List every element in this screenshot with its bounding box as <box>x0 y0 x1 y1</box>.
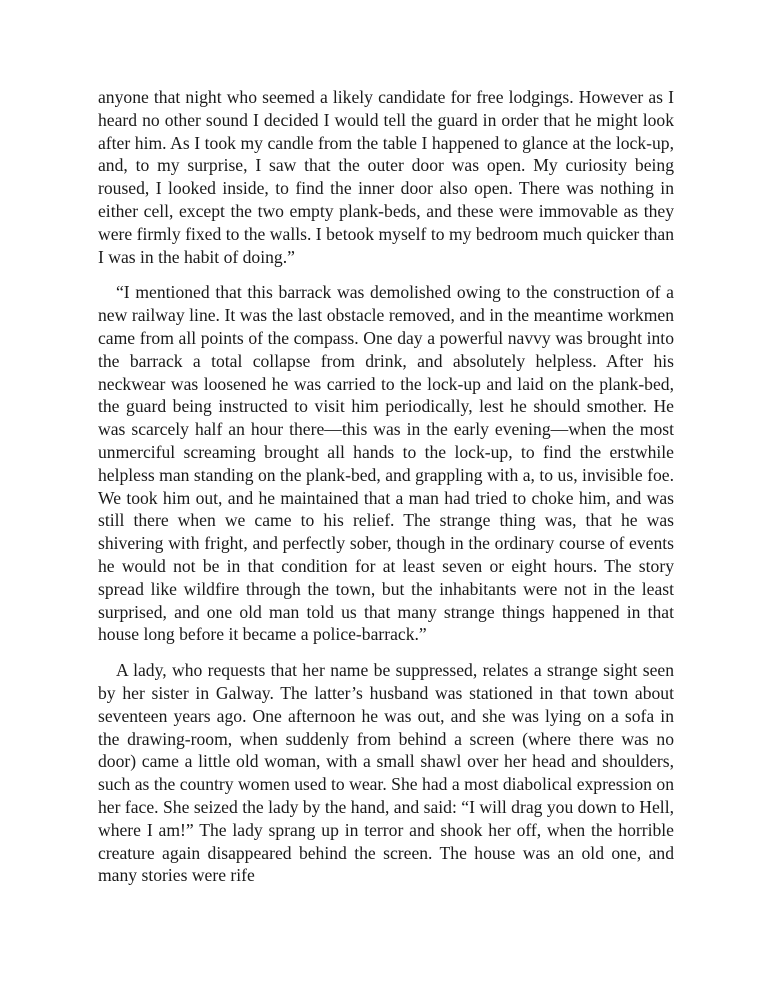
paragraph-2: “I mentioned that this barrack was demolished owing to the construction of a new railway line. It was the last obstacle removed, and in the meantime workmen came from all points of the compass. One day a powerful navvy was brought into the barrack a total collapse from drink, and absolutely helpless. After his neckwear was loosened he was carried to the lock-up and laid on the plank-bed, the guard being instructed to visit him periodically, lest he should smother. He was scarcely half an hour there—this was in the early evening—when the most unmerciful screaming brought all hands to the lock-up, to find the erstwhile helpless man standing on the plank-bed, and grappling with a, to us, invisible foe. We took him out, and he maintained that a man had tried to choke him, and was still there when we came to his relief. The strange thing was, that he was shivering with fright, and perfectly sober, though in the ordinary course of events he would not be in that condition for at least seven or eight hours. The story spread like wildfire through the town, but the inhabitants were not in the least surprised, and one old man told us that many strange things happened in that house long before it became a police-barrack.” <box>98 282 674 645</box>
paragraph-1: anyone that night who seemed a likely candidate for free lodgings. However as I heard no other sound I decided I would tell the guard in order that he might look after him. As I took my candle from the table I happened to glance at the lock-up, and, to my surprise, I saw that the outer door was open. My curiosity being roused, I looked inside, to find the inner door also open. There was nothing in either cell, except the two empty plank-beds, and these were immovable as they were firmly fixed to the walls. I betook myself to my bedroom much quicker than I was in the habit of doing.” <box>98 87 674 267</box>
paragraph-3: A lady, who requests that her name be suppressed, relates a strange sight seen by her sister in Galway. The latter’s husband was stationed in that town about seventeen years ago. One afternoon he was out, and she was lying on a sofa in the drawing-room, when suddenly from behind a screen (where there was no door) came a little old woman, with a small shawl over her head and shoulders, such as the country women used to wear. She had a most diabolical expression on her face. She seized the lady by the hand, and said: “I will drag you down to Hell, where I am!” The lady sprang up in terror and shook her off, when the horrible creature again disappeared behind the screen. The house was an old one, and many stories were rife <box>98 660 674 886</box>
page-body <box>98 86 674 887</box>
